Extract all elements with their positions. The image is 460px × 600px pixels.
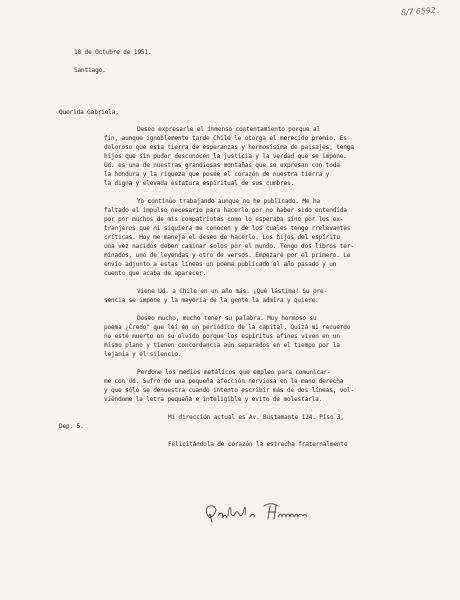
paragraph-line: poema ¿Credo" que leí en un periódico de la capital. Quizá mi recuerdo xyxy=(104,324,351,331)
paragraph-line: tranjeros que ni siquiera me conocen y de los cuales tengo rrelevantes xyxy=(104,225,351,232)
letter-place: Santiago. xyxy=(74,67,106,74)
paragraph-line: una vez nacidos deben caminar solos por el mundo. Tengo dos libros ter- xyxy=(104,243,354,250)
paragraph-line: Perdone los medios metálicos que empleo para comunicar- xyxy=(137,369,331,376)
paragraph-line: minados, uno de leyendas y otro de versos. Empezaré por el primero. Le xyxy=(104,252,351,259)
paragraph-line: la digna y elevada estatura espiritual de sus cumbres. xyxy=(104,180,295,187)
closing-line: Felicitándola de corazón la estrecha fraternalmente xyxy=(168,441,348,448)
paragraph-line: sencia se impone y la mayoría de la gente la admira y quiere. xyxy=(104,297,319,304)
address-line: Mi dirección actual es Av. Bustamante 124. Piso 3, xyxy=(168,414,344,421)
paragraph-line: mismo plano y tienen concordancia aún separados en el tiempo por la xyxy=(104,342,340,349)
letter-date: 18 de Octubre de 1951. xyxy=(74,49,152,56)
paragraph-line: faltado el impulso necesario para hacerlo por no haber sido entendida xyxy=(104,207,347,214)
paragraph-line: viéndome la letra pequeña e inteligible y evito de molestarla. xyxy=(104,396,323,403)
paragraph-line: no esté muerto en su olvido porque los espíritus afines viven en un xyxy=(104,333,340,340)
paragraph-line: Viene Ud. a Chile en un año más. ¡Qué lástima! Su pre- xyxy=(137,288,328,295)
paragraph-line: Deseo mucho, mucho tener su palabra. Muy hermoso su xyxy=(137,315,317,322)
paragraph-line: me con Ud. Sufro de una pequeña afección nerviosa en la mano derecha xyxy=(104,378,344,385)
paragraph-line: Ud. es una de nuestras grandiosas montañas que se expresan con toda xyxy=(104,162,340,169)
paragraph-line: por por muchos de mis compatriotas como lo esperaba sino por los ex- xyxy=(104,216,344,223)
paragraph-line: hijos que sin pudor desconocen la justicia y la verdad que se impone. xyxy=(104,153,347,160)
paragraph-line: envío adjunto a estas líneas un poema publicado el año pasado y un xyxy=(104,261,337,268)
paragraph-line: la hondura y la riqueza que posee el corazón de nuestra tierra y xyxy=(104,171,330,178)
paragraph-line: doloroso que esta tierra de esperanzas y hermosísima de paisajes, tenga xyxy=(104,144,354,151)
paragraph-line: lejanía y el silencio. xyxy=(104,351,182,358)
paragraph-line: críticas. Hoy me maneja el deseo de hacerlo. Los hijos del espíritu xyxy=(104,234,340,241)
paragraph-line: fin, aunque ignoblemente tarde Chile le otorga el merecido premio. Es xyxy=(104,135,347,142)
salutation: Querida Gabriela, xyxy=(59,109,119,116)
paragraph-line: Deseo expresarle el inmenso contentamiento porque al xyxy=(137,126,320,133)
apartment-line: Dep. 5. xyxy=(59,423,84,430)
paragraph-line: Yo continúo trabajando aunque no he publicado. Me ha xyxy=(137,198,320,205)
handwritten-signature xyxy=(198,494,328,534)
paragraph-line: cuento que acaba de aparecer. xyxy=(104,270,207,277)
paragraph-line: y que sólo se denuestra cuando intento escribir más de dos líneas, vol- xyxy=(104,387,354,394)
archive-annotation: 8/7 6592 xyxy=(400,5,436,18)
